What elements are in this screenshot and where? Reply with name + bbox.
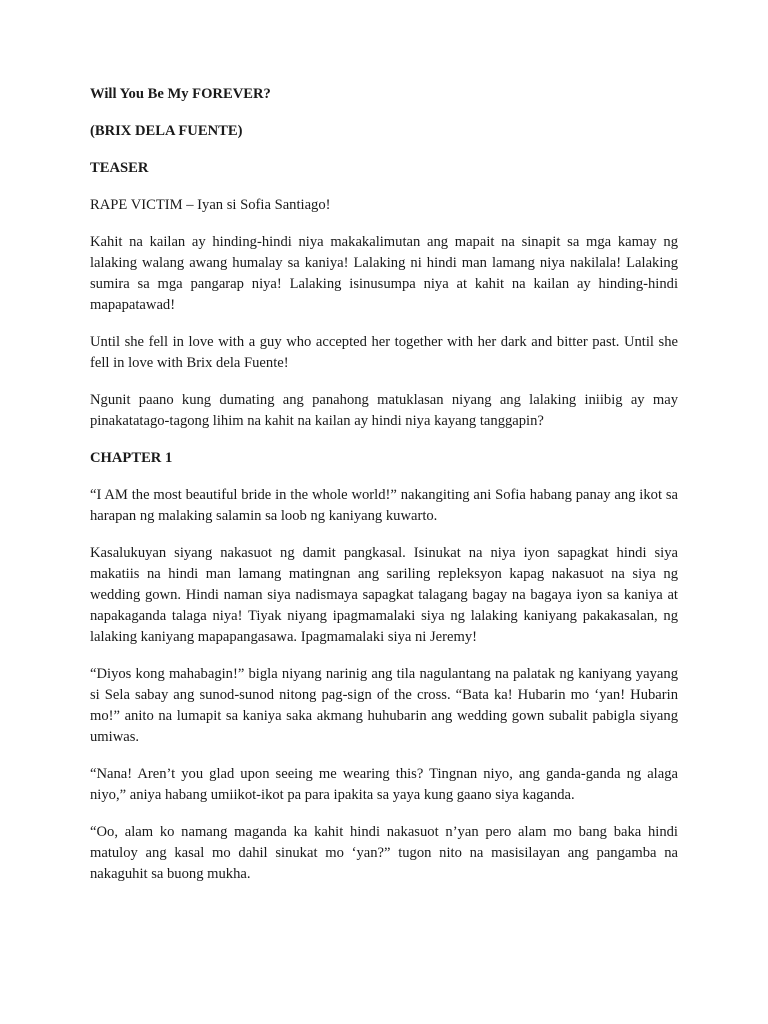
chapter-paragraph: Kasalukuyan siyang nakasuot ng damit pangkasal. Isinukat na niya iyon sapagkat hindi siya makatiis na hindi man lamang matingnan ang sariling repleksyon kapag nakasuot na siya ng wedding gown. Hindi naman siya nadismaya sapagkat talagang bagay na bagaya iyon sa kaniya at napakaganda talaga niya! Tiyak niyang ipagmamalaki siya ng lalaking kaniyang pakakasalan, ng lalaking kaniyang mapapangasawa. Ipagmamalaki siya ni Jeremy! xyxy=(90,545,678,645)
chapter-paragraph: “Diyos kong mahabagin!” bigla niyang narinig ang tila nagulantang na palatak ng kaniyang yayang si Sela sabay ang sunod-sunod nitong pag-sign of the cross. “Bata ka! Hubarin mo ‘yan! Hubarin mo!” anito na lumapit sa kaniya saka akmang huhubarin ang wedding gown subalit pabigla siyang umiwas. xyxy=(90,666,678,745)
chapter-paragraph: “Oo, alam ko namang maganda ka kahit hindi nakasuot n’yan pero alam mo bang baka hindi matuloy ang kasal mo dahil sinukat mo ‘yan?” tugon nito na masisilayan ang pangamba na nakaguhit sa buong mukha. xyxy=(90,824,678,882)
teaser-heading: TEASER xyxy=(90,160,149,176)
chapter-heading: CHAPTER 1 xyxy=(90,450,173,466)
teaser-paragraph: Until she fell in love with a guy who accepted her together with her dark and bitter past. Until she fell in love with Brix dela Fuente! xyxy=(90,334,678,371)
chapter-paragraph: “Nana! Aren’t you glad upon seeing me wearing this? Tingnan niyo, ang ganda-ganda ng alaga niyo,” aniya habang umiikot-ikot pa para ipakita sa yaya kung gaano siya kaganda. xyxy=(90,766,678,803)
document-author: (BRIX DELA FUENTE) xyxy=(90,123,243,139)
document-page xyxy=(90,84,678,901)
chapter-paragraph: “I AM the most beautiful bride in the whole world!” nakangiting ani Sofia habang panay ang ikot sa harapan ng malaking salamin sa loob ng kaniyang kuwarto. xyxy=(90,487,678,524)
teaser-paragraph: Kahit na kailan ay hinding-hindi niya makakalimutan ang mapait na sinapit sa mga kamay ng lalaking walang awang humalay sa kaniya! Lalaking ni hindi man lamang niya nakilala! Lalaking sumira sa mga pangarap niya! Lalaking isinusumpa niya at kahit na kailan ay hinding-hindi mapapatawad! xyxy=(90,234,678,313)
document-title: Will You Be My FOREVER? xyxy=(90,86,271,102)
teaser-paragraph: RAPE VICTIM – Iyan si Sofia Santiago! xyxy=(90,197,331,213)
teaser-paragraph: Ngunit paano kung dumating ang panahong matuklasan niyang ang lalaking iniibig ay may pinakatatago-tagong lihim na kahit na kailan ay hindi niya kayang tanggapin? xyxy=(90,392,678,429)
